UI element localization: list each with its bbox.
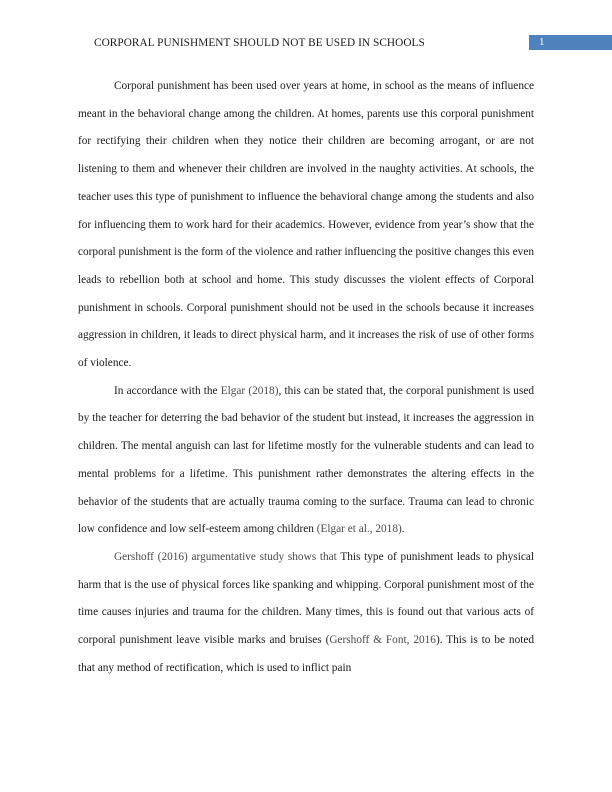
citation-elgar-2018: Elgar (2018) <box>220 384 279 397</box>
citation-gershoff-2016: Gershoff (2016) argumentative study shows that <box>114 550 337 563</box>
document-body <box>78 73 534 682</box>
page-number: 1 <box>539 36 545 48</box>
paragraph-text: , this can be stated that, the corporal punishment is used by the teacher for deterring the bad behavior of the student but instead, it increases the aggression in children. The mental anguish can last for lifetime mostly for the vulnerable students and can lead to mental problems for a lifetime. This punishment rather demonstrates the altering effects in the behavior of the students that are actually trauma coming to the surface. Trauma can lead to chronic low confidence and low self-esteem among children <box>78 384 535 536</box>
paragraph-physical-harm <box>78 544 534 683</box>
paragraph-text: Corporal punishment has been used over years at home, in school as the means of influence meant in the behavioral change among the children. At homes, parents use this corporal punishment for rectifying their children when they notice their children are becoming arrogant, or are not listening to them and whenever their children are involved in the naughty activities. At schools, the teacher uses this type of punishment to influence the behavioral change among the students and also for influencing them to work hard for their academics. However, evidence from year’s show that the corporal punishment is the form of the violence and rather influencing the positive changes this even leads to rebellion both at school and home. This study discusses the violent effects of Corporal punishment in schools. Corporal punishment should not be used in the schools because it increases aggression in children, it leads to direct physical harm, and it increases the risk of use of other forms of violence. <box>78 80 534 370</box>
paragraph-text: This type of punishment leads to physical harm that is the use of physical forces like spanking and whipping. Corporal punishment most of the time causes injuries and trauma for the children. Many times, this is found out that various acts of corporal punishment leave visible marks and bruises ( <box>78 550 535 647</box>
citation-gershoff-font: Gershoff & Font, 2016 <box>329 634 436 647</box>
paragraph-aggression <box>78 378 534 544</box>
paragraph-text: ). This is to be noted that any method of rectification, which is used to inflict pain <box>78 634 535 674</box>
page-number-badge <box>529 35 612 50</box>
paragraph-introduction <box>78 73 534 378</box>
paragraph-text: In accordance with the <box>114 384 221 397</box>
running-head-title: CORPORAL PUNISHMENT SHOULD NOT BE USED IN SCHOOLS <box>94 37 425 49</box>
paragraph-text: . <box>401 523 405 536</box>
citation-elgar-et-al: (Elgar et al., 2018) <box>316 523 402 536</box>
